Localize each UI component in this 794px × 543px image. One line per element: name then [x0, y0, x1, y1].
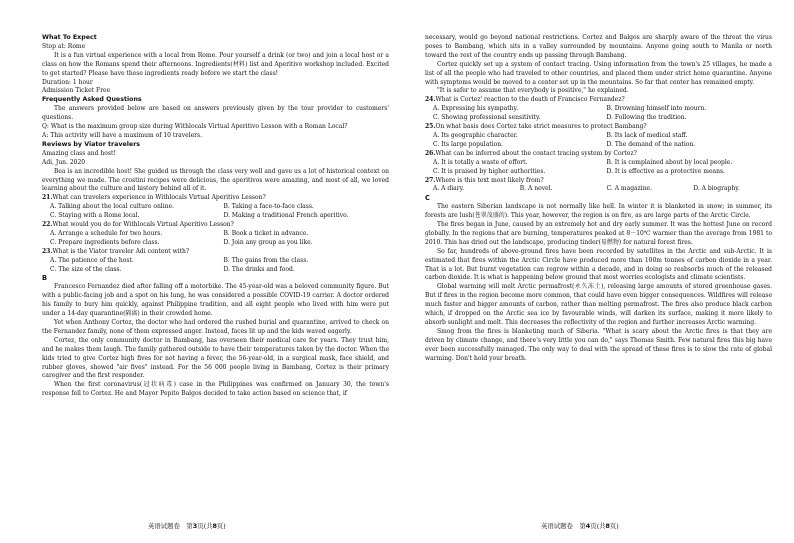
expect-paragraph: It is a fun virtual experience with a local from Rome. Pour yourself a drink (or two) and join a local host or a class on how the Romans spend their afternoons. Ingredients(材料) list and Aperitivo workshop included. Excited to get started? Please have these ingredients ready before we start the class! [42, 51, 389, 77]
section-c-label: C [425, 194, 430, 203]
option-c: C. Its large population. [433, 140, 503, 148]
question-22 [42, 221, 389, 248]
option-b: B. Its lack of medical staff. [606, 131, 688, 139]
footer-total-pages: 8 [605, 522, 610, 530]
footer-page-number: 3 [192, 522, 198, 530]
question-25 [425, 123, 772, 150]
faq-intro: The answers provided below are based on answers previously given by the tour provider to customers' questions. [42, 105, 389, 122]
question-27 [425, 177, 772, 195]
option-c: C. A magazine. [606, 185, 653, 193]
option-d: D. The drinks and food. [223, 265, 295, 273]
page-footer-left [148, 521, 226, 530]
question-number: 22. [42, 221, 53, 229]
footer-prefix: 英语试题卷 第 [148, 522, 193, 530]
option-c: C. Prepare ingredients before class. [50, 238, 160, 246]
passage-c-paragraph-5: Smog from the fires is blanketing much of Siberia. "What is scary about the Arctic fires is that they are driven by climate change, and there's very little you can do," says Thomas Smith. Few natural fires this big have ever been successfully managed. The only way to deal with the spread of these fires is to slow the rate of global warming. Don't hold your breath. [425, 327, 772, 362]
option-a: A. Talking about the local culture online. [50, 203, 174, 211]
option-c: C. The size of the class. [50, 265, 122, 273]
review-author: Adi, Jun. 2020 [42, 158, 86, 166]
footer-prefix: 英语试题卷 第 [541, 522, 586, 530]
option-b: B. Book a ticket in advance. [223, 229, 309, 237]
option-a: A. A diary. [433, 185, 465, 193]
question-number: 24. [425, 96, 436, 104]
question-number: 27. [425, 176, 436, 184]
section-b-label: B [42, 274, 48, 283]
passage-c-paragraph-4: Global warming will melt Arctic permafrost(永久冻土), releasing large amounts of stored greenhouse gases. But if fires in the region become more common, that could have even bigger consequences. Wildfires will release much faster and bigger amounts of carbon, rather than melting permafrost. The fires also produce black carbon which, if dropped on the Arctic sea ice by favourable winds, will darken its surface, making it more likely to absorb sunlight and melt. This decreases the reflectivity of the region and further increases Arctic warming. [425, 283, 772, 326]
passage-b-paragraph-3: Cortez, the only community doctor in Bambang, has overseen their medical care for years. They trust him, and he makes them laugh. The family gathered outside to have their temperatures taken by the doctor. When the kids tried to give Cortez high fives for not having a fever, the 56-year-old, in a surgical mask, face shield, and rubber gloves, showed "air fives" instead. For the 56 000 people living in Bambang, Cortez is their primary caregiver and the first responder. [42, 336, 389, 380]
duration-line: Duration: 1 hour [42, 78, 93, 86]
question-24 [425, 96, 772, 123]
passage-b-paragraph-4: When the first coronavirus(冠状病毒) case in the Philippines was confirmed on January 30, the town's response fell to Cortez. He and Mayor Pepito Balgos decided to take action based on science that, if [42, 381, 389, 398]
footer-suffix: 页) [609, 522, 619, 530]
option-c: C. Showing professional sensitivity. [433, 114, 541, 122]
question-21 [42, 194, 389, 221]
question-text: What is Cortez' reaction to the death of Francisco Fernandez? [435, 96, 625, 104]
question-number: 25. [425, 123, 436, 131]
what-to-expect-heading: What To Expect [42, 34, 97, 41]
reviews-heading: Reviews by Viator travelers [42, 140, 141, 148]
passage-c-paragraph-3: So far, hundreds of above-ground fires have been recorded by satellites in the Arctic and sub-Arctic. It is estimated that fires within the Arctic Circle have produced more than 100m tonnes of carbon dioxide in a year. That is a lot. But burnt vegetation can regrow within a decade, and in doing so reabsorbs much of the released carbon dioxide. It is what is happening below ground that most worries ecologists and climate scientists. [425, 247, 772, 282]
question-text: What would you do for Withlocals Virtual Aperitivo Lesson? [52, 221, 234, 229]
option-c: C. It is praised by higher authorities. [433, 167, 546, 175]
option-b: B. Drowning himself into mourn. [606, 105, 707, 113]
footer-middle: 页(共 [590, 522, 606, 530]
option-a: A. Its geographic character. [433, 131, 518, 139]
passage-b-paragraph-4-continued: necessary, would go beyond national restrictions. Cortez and Balgos are sharply aware of the threat the virus poses to Bambang, which sits in a valley surrounded by mountains. Anyone going south to Manila or north toward the rest of the country ends up passing through Bambang. [425, 34, 772, 59]
footer-suffix: 页) [216, 522, 226, 530]
passage-b-paragraph-6: "It is safer to assume that everybody is positive," he explained. [437, 87, 629, 95]
footer-middle: 页(共 [197, 522, 213, 530]
question-number: 26. [425, 149, 436, 157]
option-c: C. Staying with a Rome local. [50, 212, 140, 220]
passage-c-paragraph-1: The eastern Siberian landscape is not normally like hell. In winter it is blanketed in snow; in summer, its forests are lush(苍翠茂盛的). This year, however, the region is on fire, as are large parts of the Arctic Circle. [425, 203, 772, 220]
passage-b-paragraph-2: Yet when Anthony Cortez, the doctor who had ordered the rushed burial and quarantine, arrived to check on the Fernandez family, none of them expressed anger. Instead, faces lit up and the kids waved eagerly. [42, 319, 389, 335]
option-a: A. It is totally a waste of effort. [433, 158, 528, 166]
option-b: B. The gains from the class. [223, 256, 309, 264]
faq-heading: Frequently Asked Questions [42, 96, 142, 104]
option-a: A. Arrange a schedule for two hours. [50, 229, 163, 237]
option-d: D. Following the tradition. [606, 114, 687, 122]
passage-b-paragraph-5: Cortez quickly set up a system of contact tracing. Using information from the town's 25 villages, he made a list of all the people who had traveled to other countries, and placed them under strict home quarantine. Anyone with symptoms would be moved to a center set up in the mountains. So far that center has remained empty. [425, 60, 772, 86]
question-text: What can be inferred about the contact tracing system by Cortez? [435, 149, 637, 157]
footer-total-pages: 8 [212, 522, 217, 530]
review-title: Amazing class and host! [42, 149, 116, 157]
faq-question: Q: What is the maximum group size during Withlocals Virtual Aperitivo Lesson with a Roman Local? [42, 123, 348, 131]
option-d: D. A biography. [693, 185, 740, 193]
question-number: 21. [42, 194, 53, 202]
option-a: A. Expressing his sympathy. [433, 105, 518, 113]
option-b: B. Taking a face-to-face class. [223, 203, 314, 211]
question-text: What can travelers experience in Withlocals Virtual Aperitivo Lesson? [52, 194, 266, 202]
option-b: B. It is complained about by local people. [606, 158, 733, 166]
question-text: On what basis does Cortez take strict measures to protect Bambang? [435, 123, 647, 131]
stop-at-line: Stop at: Rome [42, 42, 86, 50]
option-b: B. A novel. [519, 185, 553, 193]
option-a: A. The patience of the host. [50, 256, 134, 264]
question-text: Where is this text most likely from? [435, 176, 544, 184]
page-footer-right [541, 521, 619, 530]
question-number: 23. [42, 247, 53, 255]
faq-answer: A: This activity will have a maximum of 10 travelers. [42, 131, 203, 139]
left-page-column [42, 34, 389, 399]
question-text: What is the Viator traveler Adi content with? [52, 247, 190, 255]
passage-c-paragraph-2: The fires began in June, caused by an extremely hot and dry early summer. It was the hottest June on record globally. In the regions that are burning, temperatures peaked at 8－10℃ warmer than the average from 1981 to 2010. This has dried out the landscape, producing tinder(易燃物) for natural forest fires. [425, 221, 772, 246]
option-d: D. It is effective as a protective means. [606, 167, 725, 175]
footer-page-number: 4 [585, 522, 591, 530]
admission-line: Admission Ticket Free [42, 87, 111, 95]
question-23 [42, 248, 389, 275]
option-d: D. The demand of the nation. [606, 140, 696, 148]
review-text: Bea is an incredible host! She guided us through the class very well and gave us a lot of historical context on everything we made. The crostini recipes were delicious, the aperitivos were amazing, and most of all, we loved learning about the culture and history behind all of it. [42, 167, 389, 193]
question-26 [425, 150, 772, 177]
passage-b-paragraph-1: Francesco Fernandez died after falling off a motorbike. The 45-year-old was a beloved community figure. But with a public-facing job and a spot on his lung, he was considered a possible COVID-19 carrier. A doctor ordered his family to bury him quickly, against Philippine tradition, and all eight people who lived with him were put under a 14-day quarantine(隔离) in their crowded home. [42, 283, 389, 318]
option-d: D. Making a traditional French aperitivo. [223, 212, 349, 220]
option-d: D. Join any group as you like. [223, 238, 313, 246]
right-page-column [425, 34, 772, 364]
